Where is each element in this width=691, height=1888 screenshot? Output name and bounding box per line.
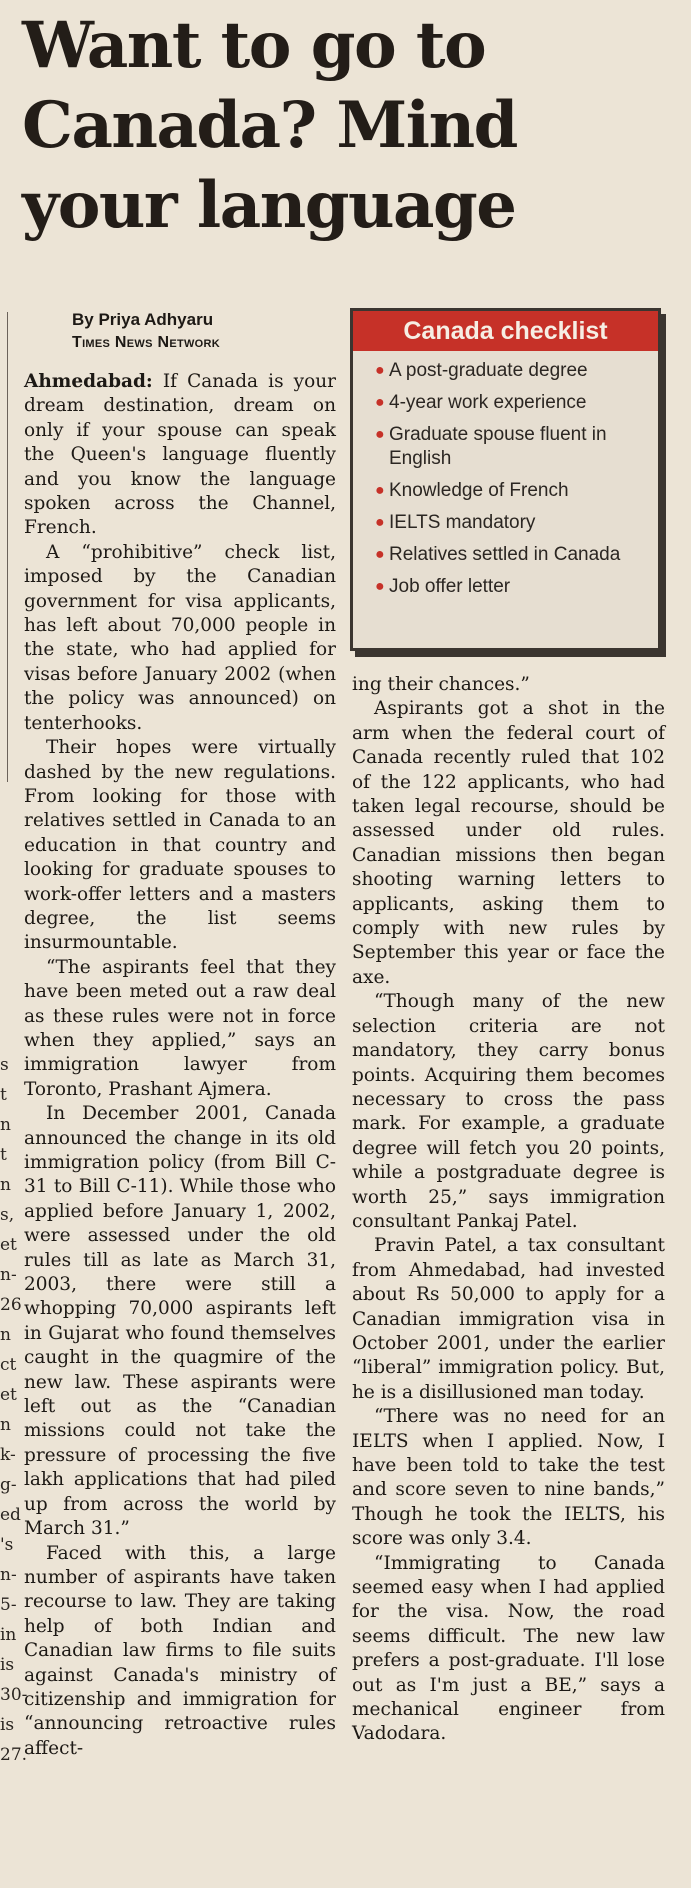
article-paragraph: “Though many of the new selection criteria are not mandatory, they carry bonus points. Acquiring them becomes necessary to cross the pass mark. For example, a graduate degree will fetch you 20 points, while a postgraduate degree is worth 25,” says immigration consultant Pankaj Patel. <box>352 991 665 1232</box>
adjacent-column-fragment: t <box>0 1145 7 1165</box>
bullet-icon: ● <box>375 482 385 499</box>
adjacent-column-fragment: et <box>0 1385 17 1405</box>
checklist-item: ● Knowledge of French <box>375 480 569 501</box>
article-paragraph: Ahmedabad: If Canada is your dream destination, dream on only if your spouse can speak the Queen's language fluently and you know the language spoken across the Channel, French. <box>24 371 336 539</box>
article-paragraph: “There was no need for an IELTS when I applied. Now, I have been told to take the test and score seven to nine bands,” Though he took the IELTS, his score was only 3.4. <box>352 1406 665 1550</box>
adjacent-column-fragment: 26 <box>0 1295 22 1315</box>
adjacent-column-fragment: k- <box>0 1445 16 1465</box>
article-paragraph: Pravin Patel, a tax consultant from Ahmedabad, had invested about Rs 50,000 to apply for a Canadian immigration visa in October 2001, under the earlier “liberal” immigration policy. But, he is a disillusioned man today. <box>352 1235 665 1403</box>
adjacent-column-fragment: 27. <box>0 1745 28 1765</box>
adjacent-column-fragment: 30- <box>0 1685 28 1705</box>
adjacent-column-fragment: s, <box>0 1205 15 1225</box>
checklist-title: Canada checklist <box>353 311 658 351</box>
adjacent-column-fragment: n- <box>0 1565 17 1585</box>
bullet-icon: ● <box>375 362 385 379</box>
checklist-item: ● Graduate spouse fluent in English <box>375 424 607 469</box>
article-paragraph: In December 2001, Canada announced the change in its old immigration policy (from Bill C-31 to Bill C-11). While those who applied before January 1, 2002, were assessed under the old rules till as late as March 31, 2003, there were still a whopping 70,000 aspirants left in Gujarat who found themselves caught in the quagmire of the new law. These aspirants were left out as the “Canadian missions could not take the pressure of processing the five lakh applications that had piled up from across the world by March 31.” <box>24 1103 336 1540</box>
article-paragraph: A “prohibitive” check list, imposed by the Canadian government for visa applicants, has left about 70,000 people in the state, who had applied for visas before January 2002 (when the policy was announced) on tenterhooks. <box>24 541 336 734</box>
column-divider <box>7 312 8 782</box>
article-paragraph: Aspirants got a shot in the arm when the federal court of Canada recently ruled that 102 of the 122 applicants, who had taken legal recourse, should be assessed under old rules. Canadian missions then began shooting warning letters to applicants, asking them to comply with new rules by September this year or face the axe. <box>352 698 665 988</box>
adjacent-column-fragment: n <box>0 1415 11 1435</box>
dateline: Ahmedabad: <box>24 371 153 392</box>
checklist-items <box>353 351 658 599</box>
adjacent-column-fragments <box>0 1050 28 1770</box>
adjacent-column-fragment: n <box>0 1325 11 1345</box>
article-column-2 <box>352 673 665 1747</box>
adjacent-column-fragment: n <box>0 1175 11 1195</box>
bullet-icon: ● <box>375 546 385 563</box>
checklist-item: ● IELTS mandatory <box>375 512 536 533</box>
checklist-item: ● 4-year work experience <box>375 392 587 413</box>
adjacent-column-fragment: 5- <box>0 1595 17 1615</box>
byline-author: By Priya Adhyaru <box>72 310 214 329</box>
bullet-icon: ● <box>375 578 385 595</box>
adjacent-column-fragment: n- <box>0 1265 17 1285</box>
checklist-item: ● A post-graduate degree <box>375 360 588 381</box>
bullet-icon: ● <box>375 426 385 443</box>
adjacent-column-fragment: et <box>0 1235 17 1255</box>
byline <box>72 308 220 354</box>
adjacent-column-fragment: 's <box>0 1535 14 1555</box>
adjacent-column-fragment: is <box>0 1655 15 1675</box>
adjacent-column-fragment: ed <box>0 1505 21 1525</box>
adjacent-column-fragment: ct <box>0 1355 17 1375</box>
article-paragraph: ing their chances.” <box>352 674 530 695</box>
article-paragraph: Faced with this, a large number of aspirants have taken recourse to law. They are taking help of both Indian and Canadian law firms to file suits against Canada's ministry of citizenship and immigration for “announcing retroactive rules affect- <box>24 1542 336 1759</box>
article-paragraph: “Immigrating to Canada seemed easy when I had applied for the visa. Now, the road seems difficult. The new law prefers a post-graduate. I'll lose out as I'm just a BE,” says a mechanical engineer from Vadodara. <box>352 1552 665 1745</box>
adjacent-column-fragment: n <box>0 1115 11 1135</box>
checklist-item: ● Job offer letter <box>375 576 511 597</box>
adjacent-column-fragment: is <box>0 1715 15 1735</box>
adjacent-column-fragment: s <box>0 1055 9 1075</box>
article-column-1 <box>24 370 336 1761</box>
bullet-icon: ● <box>375 514 385 531</box>
adjacent-column-fragment: in <box>0 1625 17 1645</box>
article-paragraph: “The aspirants feel that they have been meted out a raw deal as these rules were not in force when they applied,” says an immigration lawyer from Toronto, Prashant Ajmera. <box>24 956 336 1100</box>
bullet-icon: ● <box>375 394 385 411</box>
byline-network: Times News Network <box>72 334 221 351</box>
adjacent-column-fragment: t <box>0 1085 7 1105</box>
article-paragraph: Their hopes were virtually dashed by the new regulations. From looking for those with relatives settled in Canada to an education in that country and looking for graduate spouses to work-offer letters and a masters degree, the list seems insurmountable. <box>24 737 336 954</box>
canada-checklist-box <box>350 308 661 651</box>
headline: Want to go to Canada? Mind your language <box>22 8 517 243</box>
checklist-item: ● Relatives settled in Canada <box>375 544 621 565</box>
adjacent-column-fragment: g- <box>0 1475 17 1495</box>
